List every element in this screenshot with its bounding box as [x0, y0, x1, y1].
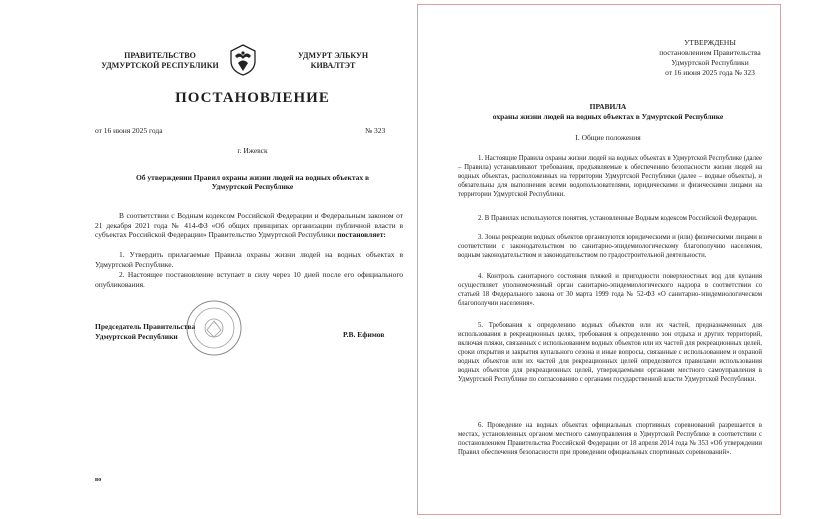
decree-item-text: 2. Настоящее постановление вступает в силу через 10 дней после его официального опубликования. [95, 270, 403, 289]
signer-position-line: Удмуртской Республики [95, 332, 178, 341]
rules-paragraph-text: 1. Настоящие Правила охраны жизни людей на водных объектах в Удмуртской Республике (далее – Правила) устанавливают требования, предъявляемые к обеспечению безопасности жизни людей на водных объектах, расположенных на территории Удмуртской Республики (далее – водные объекты), и обязательны для выполнения всеми водопользователями, юридическими и физическими лицами на территории Удмуртской Республики. [458, 155, 762, 198]
rules-paragraph [458, 321, 762, 384]
rules-title-main: ПРАВИЛА [589, 102, 627, 111]
coat-of-arms-icon [229, 44, 257, 76]
rules-paragraph [458, 233, 762, 260]
approval-line: УТВЕРЖДЕНЫ [684, 38, 736, 47]
section-heading: I. Общие положения [575, 133, 641, 142]
approval-line: постановлением Правительства [659, 48, 761, 57]
government-header-udmurt [288, 51, 378, 71]
decree-date: от 16 июня 2025 года [95, 126, 163, 135]
decree-item [95, 250, 403, 269]
decree-page [0, 0, 410, 519]
decree-city: г. Ижевск [237, 146, 268, 155]
signer-position [95, 322, 195, 342]
rules-paragraph [458, 272, 762, 308]
rules-paragraph [458, 421, 762, 457]
rules-paragraph-text: 6. Проведение на водных объектах официальных спортивных соревнований разрешается в местах, установленных органом местного самоуправления в Удмуртской Республике в соответствии с постановлением Правительства Российской Федерации от 18 апреля 2014 года № 353 «Об утверждении Правил обеспечения безопасности при проведении официальных спортивных соревнований». [458, 422, 762, 456]
rules-paragraph-text: 3. Зоны рекреации водных объектов организуются юридическими и (или) физическими лицами в соответствии с законодательством по санитарно-эпидемиологическому благополучию населения, водным законодательством и законодательством по градостроительной деятельности. [458, 234, 762, 259]
header-line: ПРАВИТЕЛЬСТВО [124, 51, 196, 60]
preamble-text: В соответствии с Водным кодексом Российской Федерации и Федеральным законом от 21 декабря 2021 года № 414-ФЗ «Об общих принципах организации публичной власти в субъектах Российской Федерации» Правительство Удмуртской Республики [95, 211, 403, 239]
decree-subject: Об утверждении Правил охраны жизни людей на водных объектах в Удмуртской Республике [135, 173, 370, 191]
government-header-russian [95, 51, 225, 71]
approval-block [645, 38, 775, 78]
decree-preamble [95, 211, 403, 240]
approval-line: Удмуртской Республики [671, 58, 749, 67]
header-line: КИВАЛТЭТ [310, 61, 356, 70]
decree-item-text: 1. Утвердить прилагаемые Правила охраны жизни людей на водных объектах в Удмуртской Республике. [95, 250, 403, 269]
rules-paragraph-text: 5. Требования к определению водных объектов или их частей, предназначенных для использования в рекреационных целях, требования к определению зон отдыха и других территорий, включая пляжи, связанных с использованием водных объектов или их частей для рекреационных целей, сроки открытия и закрытия купального сезона и иные вопросы, связанные с использованием и охраной водных объектов или их частей для рекреационных целей определяются правилами использования водных объектов для рекреационных целей, утверждаемыми органами местного самоуправления в Удмуртской Республике по согласованию с органами государственной власти Удмуртской Республики. [458, 322, 762, 383]
rules-title [458, 102, 758, 122]
rules-paragraph-text: 4. Контроль санитарного состояния пляжей и пригодности поверхностных вод для купания осуществляет уполномоченный орган санитарно-эпидемиологического надзора в соответствии со статьей 18 Федерального закона от 30 марта 1999 года № 52-ФЗ «О санитарно-эпидемиологическом благополучии населения». [458, 273, 762, 307]
rules-paragraph [458, 214, 762, 223]
rules-paragraph-text: 2. В Правилах используются понятия, установленные Водным кодексом Российской Федерации. [478, 215, 758, 222]
rules-page [417, 4, 781, 515]
approval-line: от 16 июня 2025 года № 323 [665, 68, 755, 77]
header-line: УДМУРТСКОЙ РЕСПУБЛИКИ [101, 61, 219, 70]
document-title: ПОСТАНОВЛЕНИЕ [175, 90, 330, 106]
signer-position-line: Председатель Правительства [95, 322, 196, 331]
signer-name: Р.В. Ефимов [343, 330, 385, 339]
decree-number: № 323 [365, 126, 386, 135]
rules-paragraph [458, 154, 762, 199]
decree-item [95, 270, 403, 289]
preamble-action: постановляет: [337, 230, 386, 239]
rules-title-sub: охраны жизни людей на водных объектах в Удмуртской Республике [492, 112, 724, 121]
header-line: УДМУРТ ЭЛЬКУН [297, 51, 369, 60]
footer-mark: во [95, 477, 102, 483]
